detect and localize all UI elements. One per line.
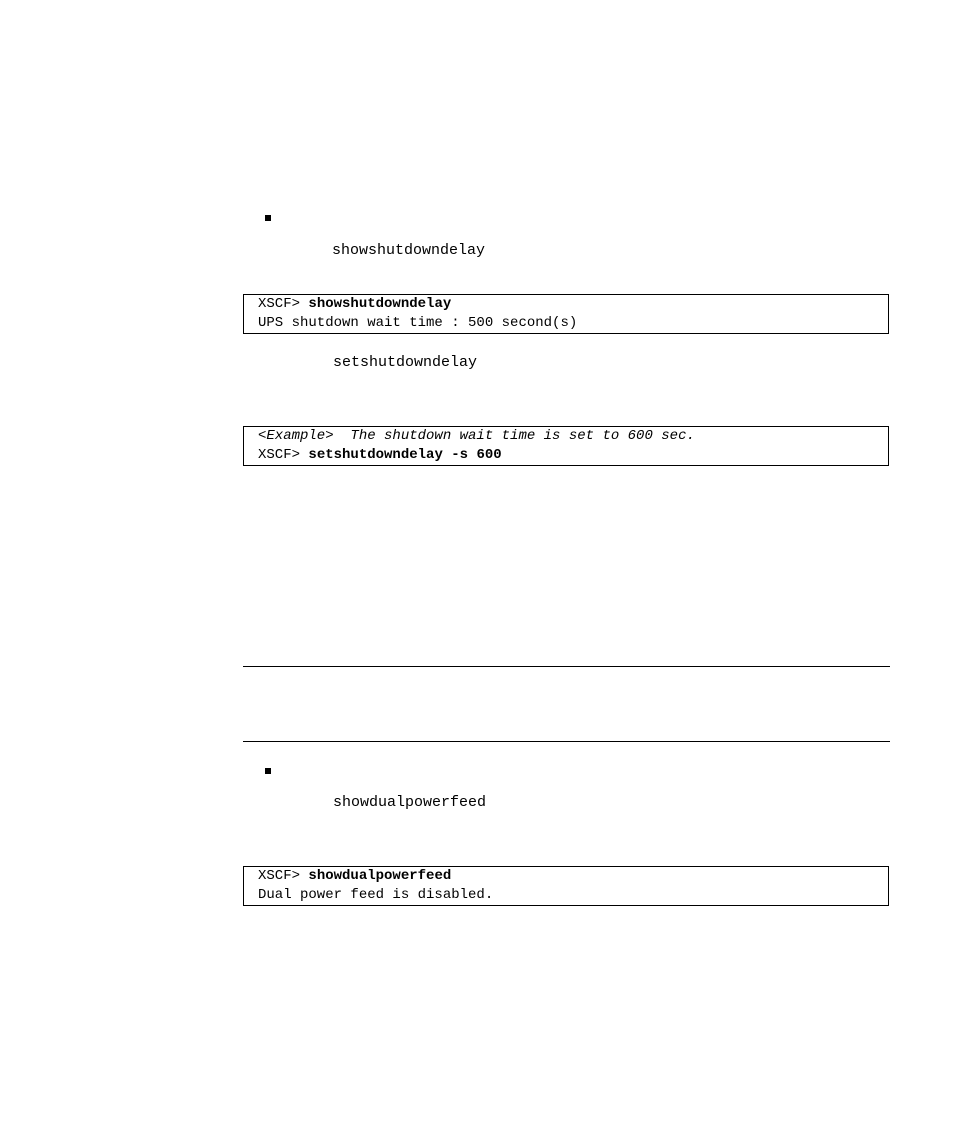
prompt: XSCF>: [258, 296, 301, 312]
code-line: [258, 867, 874, 886]
command-text: showdualpowerfeed: [308, 868, 452, 884]
prompt: XSCF>: [258, 868, 301, 884]
prompt: XSCF>: [258, 447, 301, 463]
divider-bottom: [243, 741, 890, 742]
show-shutdown-delay-command: showshutdowndelay: [332, 242, 486, 259]
code-line: [258, 446, 874, 465]
bullet-marker: [265, 215, 271, 221]
code-example-showdualpowerfeed: [243, 866, 889, 906]
code-example-setshutdowndelay: [243, 426, 889, 466]
code-output: Dual power feed is disabled.: [258, 887, 494, 903]
divider-top: [243, 666, 890, 667]
set-shutdown-delay-command: setshutdowndelay: [333, 354, 478, 371]
bullet-marker: [265, 768, 271, 774]
code-comment: [258, 427, 874, 446]
show-dual-power-feed-command: showdualpowerfeed: [333, 794, 487, 811]
comment-text: <Example> The shutdown wait time is set to 600 sec.: [258, 428, 695, 444]
command-text: showshutdowndelay: [308, 296, 452, 312]
command-text: setshutdowndelay -s 600: [308, 447, 502, 463]
code-example-showshutdowndelay: [243, 294, 889, 334]
code-line: [258, 295, 874, 314]
code-output: UPS shutdown wait time : 500 second(s): [258, 315, 578, 331]
